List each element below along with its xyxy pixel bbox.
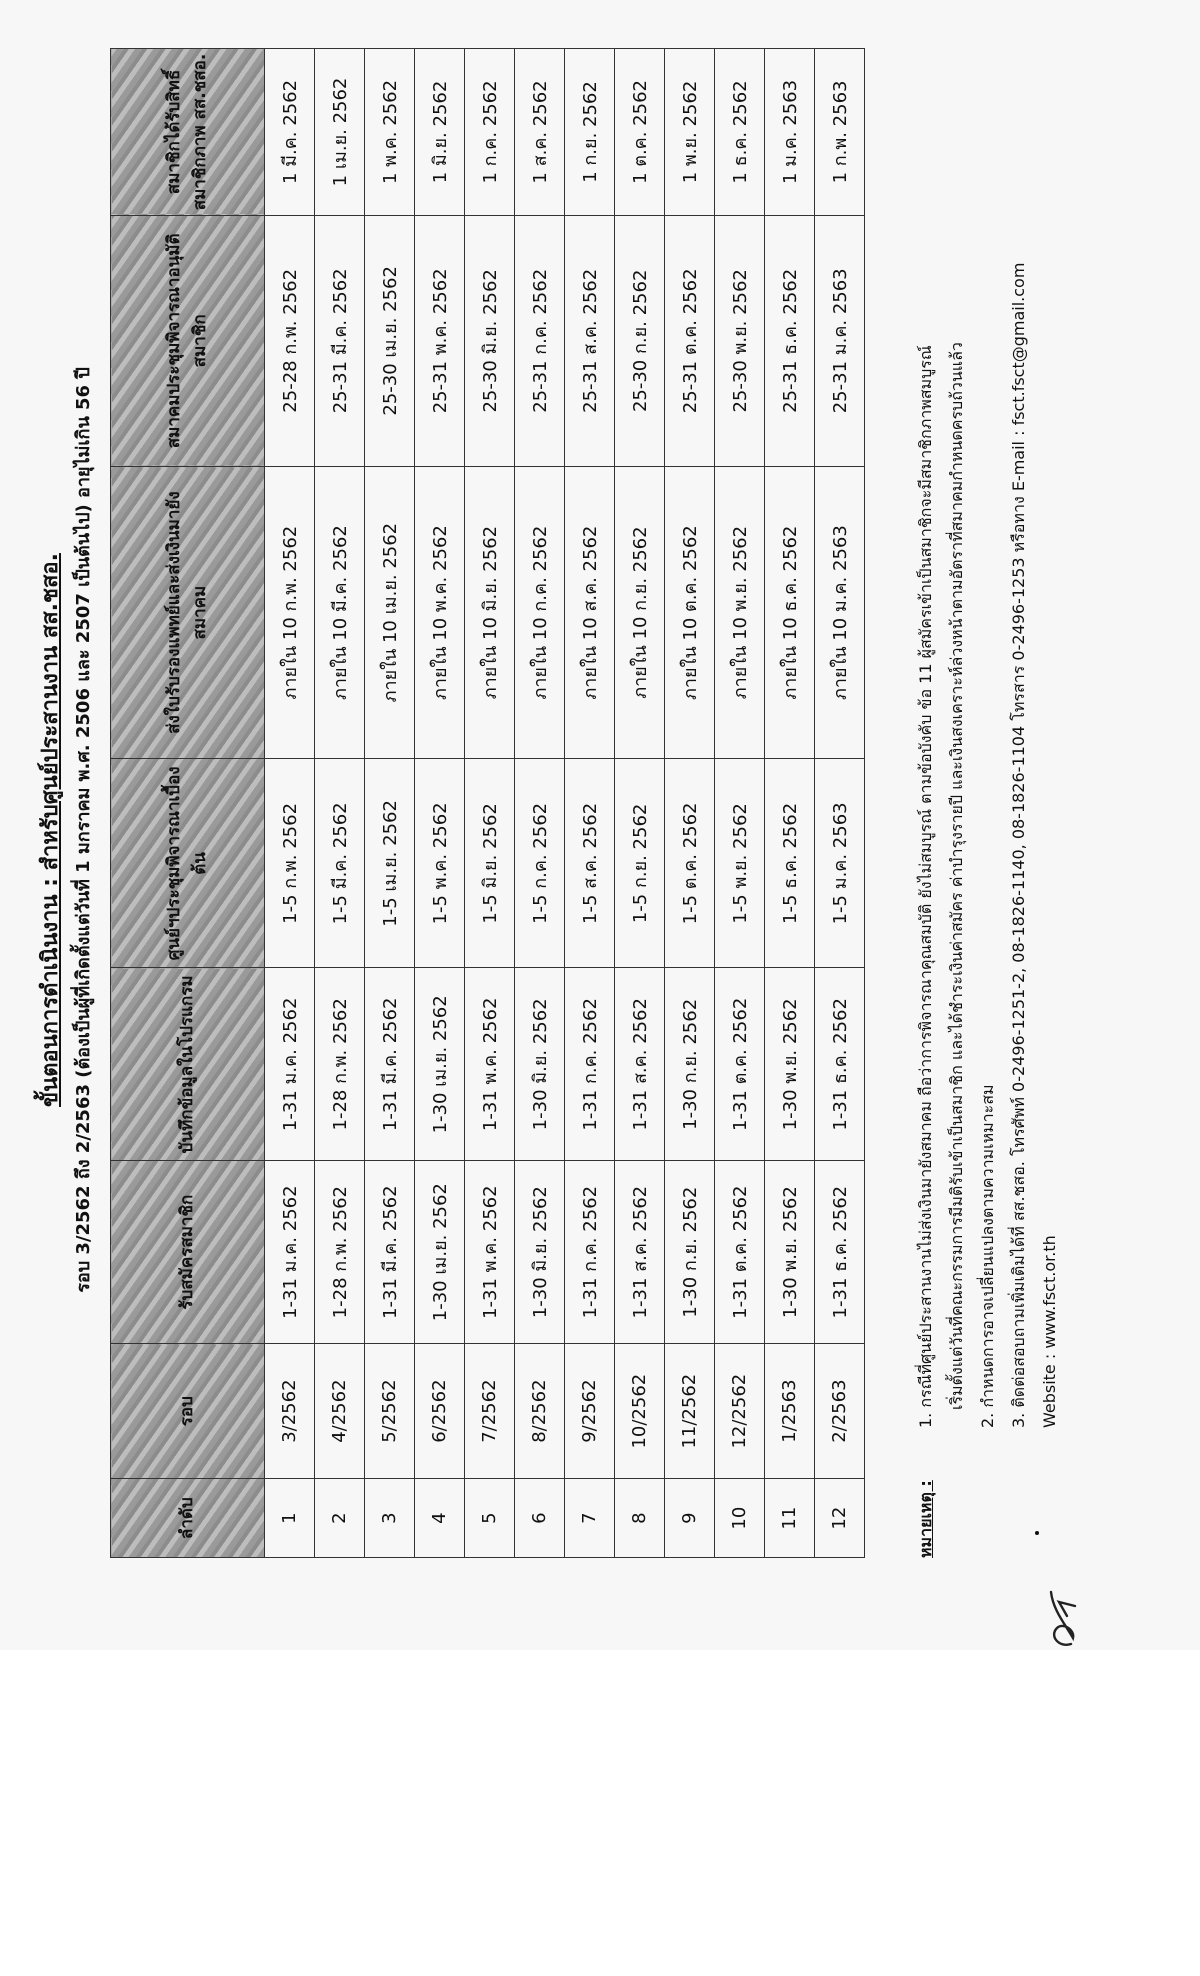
table-cell: ภายใน 10 ก.พ. 2562 (265, 466, 315, 759)
schedule-table (110, 48, 865, 1558)
table-cell: 1-31 ก.ค. 2562 (565, 1161, 615, 1344)
note-line: 1. กรณีที่ศูนย์ประสานงานไม่ส่งเงินมายังสมาคม ถือว่าการพิจารณาคุณสมบัติ ยังไม่สมบูรณ์ ตามข้อบังคับ ข้อ 11 ผู้สมัครเข้าเป็นสมาชิกจะมีสมาชิกภาพสมบูรณ์ (916, 345, 935, 1428)
table-cell: 1-5 ส.ค. 2562 (565, 759, 615, 968)
header-association-approval: สมาคมประชุมพิจารณาอนุมัติสมาชิก (111, 215, 265, 466)
table-cell: 3/2562 (265, 1343, 315, 1478)
note-line: Website : www.fsct.or.th (1040, 1235, 1059, 1428)
table-cell: 9/2562 (565, 1343, 615, 1478)
table-cell: 1-31 ต.ค. 2562 (715, 968, 765, 1161)
table-cell: 25-31 พ.ค. 2562 (415, 215, 465, 466)
table-cell: 1-5 พ.ค. 2562 (415, 759, 465, 968)
table-cell: 1-5 มิ.ย. 2562 (465, 759, 515, 968)
table-cell: 5 (465, 1479, 515, 1558)
table-header-row (111, 49, 265, 1558)
table-cell: 6 (515, 1479, 565, 1558)
notes-label: หมายเหตุ : (916, 1480, 935, 1558)
header-center-meeting: ศูนย์ฯประชุมพิจารณาเบื้องต้น (111, 759, 265, 968)
table-cell: 1-31 มี.ค. 2562 (365, 968, 415, 1161)
table-cell: ภายใน 10 ธ.ค. 2562 (765, 466, 815, 759)
table-cell: 1-30 มิ.ย. 2562 (515, 968, 565, 1161)
table-row (265, 49, 315, 1558)
table-cell: 25-31 มี.ค. 2562 (315, 215, 365, 466)
table-cell: 1-5 ต.ค. 2562 (665, 759, 715, 968)
table-row (515, 49, 565, 1558)
table-cell: 1-5 ธ.ค. 2562 (765, 759, 815, 968)
header-apply: รับสมัครสมาชิก (111, 1161, 265, 1344)
table-cell: 25-31 ต.ค. 2562 (665, 215, 715, 466)
table-cell: 1-30 ก.ย. 2562 (665, 968, 715, 1161)
table-cell: 1-31 มี.ค. 2562 (365, 1161, 415, 1344)
table-cell: 1 มี.ค. 2562 (265, 49, 315, 216)
table-cell: 1-30 ก.ย. 2562 (665, 1161, 715, 1344)
table-cell: 1 ก.พ. 2563 (815, 49, 865, 216)
table-cell: 1-30 พ.ย. 2562 (765, 968, 815, 1161)
table-row (715, 49, 765, 1558)
table-cell: 25-30 ก.ย. 2562 (615, 215, 665, 466)
table-cell: 1-5 เม.ย. 2562 (365, 759, 415, 968)
table-cell: 11 (765, 1479, 815, 1558)
notes-body (910, 48, 1065, 1428)
table-cell: 8/2562 (515, 1343, 565, 1478)
table-cell: 1-30 มิ.ย. 2562 (515, 1161, 565, 1344)
table-row (565, 49, 615, 1558)
document-subtitle: รอบ 3/2562 ถึง 2/2563 (ต้องเป็นผู้ที่เกิดตั้งแต่วันที่ 1 มกราคม พ.ศ. 2506 และ 2507 เป็นต้นไป) อายุไม่เกิน 56 ปี (73, 367, 94, 1293)
table-cell: 25-30 มิ.ย. 2562 (465, 215, 515, 466)
table-cell: 1-31 ส.ค. 2562 (615, 968, 665, 1161)
note-line: เริ่มตั้งแต่วันที่คณะกรรมการมีมติรับเข้าเป็นสมาชิก และได้ชำระเงินค่าสมัคร ค่าบำรุงรายปี และเงินสงเคราะห์ล่วงหน้าตามอัตราที่สมาคมกำหนดครบถ้วนแล้ว (947, 342, 966, 1410)
ink-dot (1035, 1531, 1039, 1535)
table-cell: 1/2563 (765, 1343, 815, 1478)
table-cell: 1 ส.ค. 2562 (515, 49, 565, 216)
table-cell: 11/2562 (665, 1343, 715, 1478)
header-record: บันทึกข้อมูลในโปรแกรม (111, 968, 265, 1161)
table-cell: ภายใน 10 ก.ย. 2562 (615, 466, 665, 759)
note-line: 3. ติดต่อสอบถามเพิ่มเติมได้ที่ สส.ชสอ. โทรศัพท์ 0-2496-1251-2, 08-1826-1140, 08-1826-1104 โทรสาร 0-2496-1253 หรือทาง E-mail : fsct.fsct@gmail.com (1009, 262, 1028, 1428)
table-cell: 25-31 ส.ค. 2562 (565, 215, 615, 466)
header-round: รอบ (111, 1343, 265, 1478)
table-cell: ภายใน 10 เม.ย. 2562 (365, 466, 415, 759)
table-cell: ภายใน 10 ส.ค. 2562 (565, 466, 615, 759)
table-row (765, 49, 815, 1558)
table-cell: 1 ธ.ค. 2562 (715, 49, 765, 216)
table-cell: 9 (665, 1479, 715, 1558)
table-cell: 8 (615, 1479, 665, 1558)
table-cell: 12 (815, 1479, 865, 1558)
table-cell: 1 (265, 1479, 315, 1558)
table-cell: 1-31 พ.ค. 2562 (465, 968, 515, 1161)
table-cell: 10 (715, 1479, 765, 1558)
table-cell: 2/2563 (815, 1343, 865, 1478)
table-cell: 1-31 พ.ค. 2562 (465, 1161, 515, 1344)
table-cell: 1-30 เม.ย. 2562 (415, 1161, 465, 1344)
table-cell: 1 ก.ย. 2562 (565, 49, 615, 216)
table-cell: 1-31 ธ.ค. 2562 (815, 1161, 865, 1344)
table-cell: 7/2562 (465, 1343, 515, 1478)
table-row (365, 49, 415, 1558)
table-cell: 2 (315, 1479, 365, 1558)
table-cell: 25-30 เม.ย. 2562 (365, 215, 415, 466)
table-cell: 1-31 ธ.ค. 2562 (815, 968, 865, 1161)
document-content (10, 10, 1180, 1650)
table-cell: 1-30 เม.ย. 2562 (415, 968, 465, 1161)
table-cell: 4 (415, 1479, 465, 1558)
table-row (315, 49, 365, 1558)
table-cell: 6/2562 (415, 1343, 465, 1478)
table-cell: 1 ต.ค. 2562 (615, 49, 665, 216)
table-cell: ภายใน 10 ต.ค. 2562 (665, 466, 715, 759)
table-row (415, 49, 465, 1558)
table-row (465, 49, 515, 1558)
header-order: ลำดับ (111, 1479, 265, 1558)
table-cell: 1-5 ม.ค. 2563 (815, 759, 865, 968)
table-cell: 10/2562 (615, 1343, 665, 1478)
header-send-docs: ส่งใบรับรองแพทย์และส่งเงินมายังสมาคม (111, 466, 265, 759)
table-cell: 1-5 ก.ค. 2562 (515, 759, 565, 968)
table-cell: ภายใน 10 ก.ค. 2562 (515, 466, 565, 759)
table-row (615, 49, 665, 1558)
note-line: 2. กำหนดการอาจเปลี่ยนแปลงตามความเหมาะสม (978, 1084, 997, 1428)
table-cell: 1-31 ต.ค. 2562 (715, 1161, 765, 1344)
table-cell: 1-5 พ.ย. 2562 (715, 759, 765, 968)
table-cell: 1 พ.ย. 2562 (665, 49, 715, 216)
table-cell: 25-31 ม.ค. 2563 (815, 215, 865, 466)
signature-mark (1045, 1586, 1083, 1650)
table-cell: 25-31 ธ.ค. 2562 (765, 215, 815, 466)
table-cell: ภายใน 10 พ.ค. 2562 (415, 466, 465, 759)
table-cell: 1-30 พ.ย. 2562 (765, 1161, 815, 1344)
table-cell: 1-28 ก.พ. 2562 (315, 1161, 365, 1344)
table-cell: ภายใน 10 มี.ค. 2562 (315, 466, 365, 759)
table-cell: 1 ก.ค. 2562 (465, 49, 515, 216)
table-cell: 1 พ.ค. 2562 (365, 49, 415, 216)
table-cell: 1-31 ม.ค. 2562 (265, 968, 315, 1161)
table-cell: 5/2562 (365, 1343, 415, 1478)
table-cell: 25-30 พ.ย. 2562 (715, 215, 765, 466)
table-cell: 1 มิ.ย. 2562 (415, 49, 465, 216)
table-cell: ภายใน 10 ม.ค. 2563 (815, 466, 865, 759)
table-cell: 1 ม.ค. 2563 (765, 49, 815, 216)
document-title: ขั้นตอนการดำเนินงาน : สำหรับศูนย์ประสานงาน สส.ชสอ. (38, 553, 63, 1107)
table-cell: 1 เม.ย. 2562 (315, 49, 365, 216)
table-cell: 12/2562 (715, 1343, 765, 1478)
table-cell: ภายใน 10 พ.ย. 2562 (715, 466, 765, 759)
table-cell: 1-5 ก.ย. 2562 (615, 759, 665, 968)
table-row (815, 49, 865, 1558)
table-cell: 1-5 ก.พ. 2562 (265, 759, 315, 968)
table-cell: 1-28 ก.พ. 2562 (315, 968, 365, 1161)
table-cell: 7 (565, 1479, 615, 1558)
table-cell: 3 (365, 1479, 415, 1558)
table-cell: 1-31 ก.ค. 2562 (565, 968, 615, 1161)
table-body (265, 49, 865, 1558)
table-cell: 1-31 ม.ค. 2562 (265, 1161, 315, 1344)
table-cell: 25-31 ก.ค. 2562 (515, 215, 565, 466)
table-cell: 4/2562 (315, 1343, 365, 1478)
table-cell: 1-31 ส.ค. 2562 (615, 1161, 665, 1344)
table-cell: 1-5 มี.ค. 2562 (315, 759, 365, 968)
table-row (665, 49, 715, 1558)
header-membership-start: สมาชิกได้รับสิทธิ์สมาชิกภาพ สส.ชสอ. (111, 49, 265, 216)
table-cell: 25-28 ก.พ. 2562 (265, 215, 315, 466)
table-cell: ภายใน 10 มิ.ย. 2562 (465, 466, 515, 759)
